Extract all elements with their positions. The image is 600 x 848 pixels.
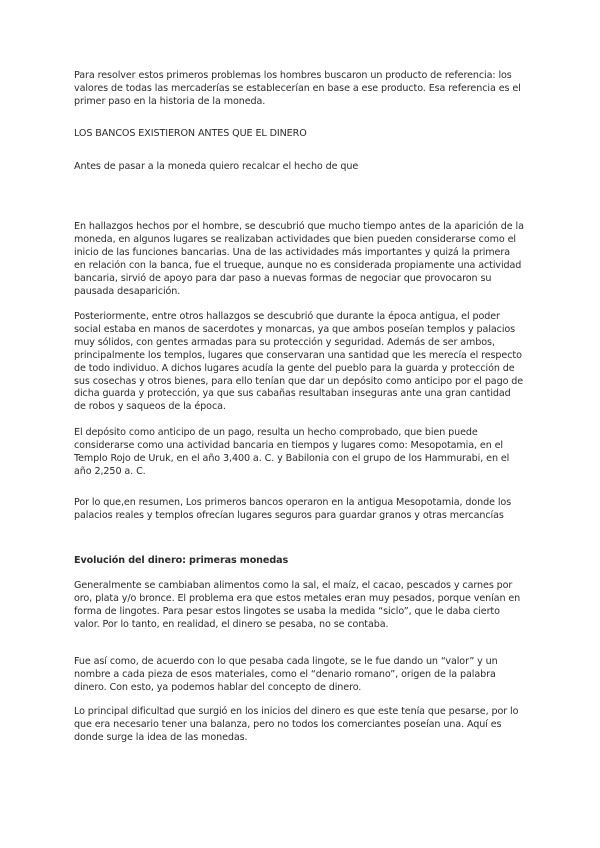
paragraph-summary: Por lo que,en resumen, Los primeros bancos operaron en la antigua Mesopotamia, donde los palacios reales y templos ofrecían lugares seguros para guardar granos y otras mercancías [74,497,512,521]
paragraph-value: Fue así como, de acuerdo con lo que pesaba cada lingote, se le fue dando un “valor” y un nombre a cada pieza de esos materiales, como el “denario romano”, origen de la palabra dinero. Con esto, ya podemos hablar del concepto de dinero. [74,656,498,693]
paragraph-intro: Para resolver estos primeros problemas los hombres buscaron un producto de referencia: los valores de todas las mercaderías se establecerían en base a ese producto. Esa referencia es el primer paso en la historia de la moneda. [74,70,521,107]
paragraph-difficulty: Lo principal dificultad que surgió en los inicios del dinero es que este tenía que pesarse, por lo que era necesario tener una balanza, pero no todos los comerciantes poseían una. Aquí es donde surge la idea de las monedas. [74,706,519,743]
paragraph-deposit: El depósito como anticipo de un pago, resulta un hecho comprobado, que bien puede considerarse como una actividad bancaria en tiempos y lugares como: Mesopotamia, en el Templo Rojo de Uruk, en el año 3,400 a. C. y Babilonia con el grupo de los Hammurabi, en el año 2,250 a. C. [74,427,510,477]
paragraph-trade: Generalmente se cambiaban alimentos como la sal, el maíz, el cacao, pescados y carnes por oro, plata y/o bronce. El problema era que estos metales eran muy pesados, porque venían en forma de lingotes. Para pesar estos lingotes se usaba la medida “siclo”, que le daba cierto valor. Por lo tanto, en realidad, el dinero se pesaba, no se contaba. [74,580,521,630]
paragraph-findings: En hallazgos hechos por el hombre, se descubrió que mucho tiempo antes de la aparición de la moneda, en algunos lugares se realizaban actividades que bien pueden considerarse como el inicio de las funciones bancarias. Una de las actividades más importantes y quizá la primera en relación con la banca, fue el trueque, aunque no es considerada propiamente una actividad bancaria, sirvió de apoyo para dar paso a nuevas formas de negociar que provocaron su pausada desaparición. [74,221,524,297]
section-heading-evolution: Evolución del dinero: primeras monedas [74,555,289,566]
section-title-banks: LOS BANCOS EXISTIERON ANTES QUE EL DINERO [74,128,307,139]
paragraph-before-currency: Antes de pasar a la moneda quiero recalcar el hecho de que [74,161,359,172]
paragraph-temples: Posteriormente, entre otros hallazgos se descubrió que durante la época antigua, el poder social estaba en manos de sacerdotes y monarcas, ya que ambos poseían templos y palacios muy sólidos, con gentes armadas para su protección y seguridad. Además de ser ambos, principalmente los templos, lugares que conservaran una santidad que les merecía el respecto de todo individuo. A dichos lugares acudía la gente del pueblo para la guarda y protección de sus cosechas y otros bienes, para ello tenían que dar un depósito como anticipo por el pago de dicha guarda y protección, ya que sus cabañas resultaban inseguras ante una gran cantidad de robos y saqueos de la época. [74,311,524,413]
